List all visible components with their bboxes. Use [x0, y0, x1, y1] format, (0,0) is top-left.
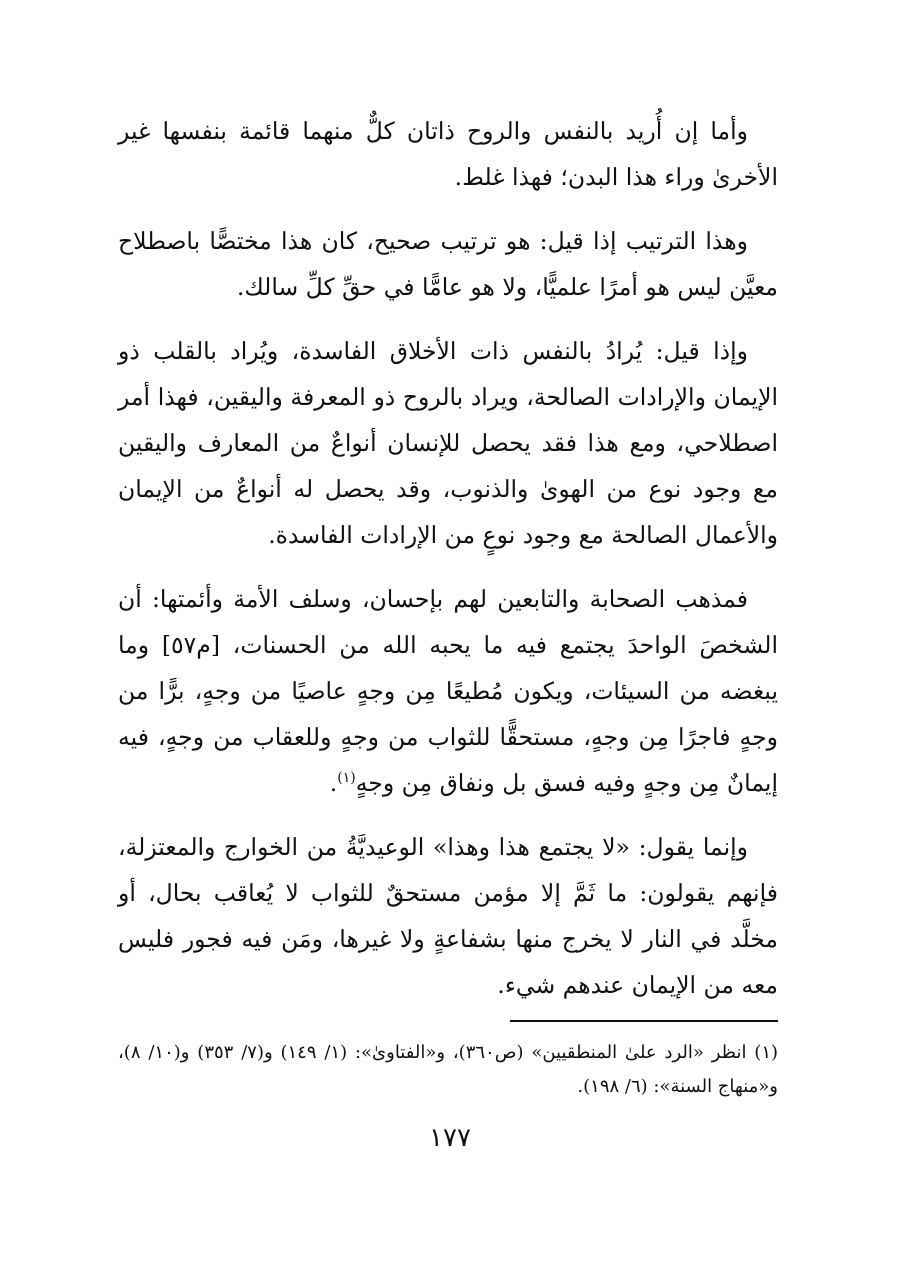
paragraph-3: وإذا قيل: يُرادُ بالنفس ذات الأخلاق الفاسدة، ويُراد بالقلب ذو الإيمان والإرادات الصالحة، ويراد بالروح ذو المعرفة واليقين، فهذا أمر اصطلاحي، ومع هذا فقد يحصل للإنسان أنواعٌ من المعارف واليقين مع وجود نوع من الهوىٰ والذنوب، وقد يحصل له أنواعٌ من الإيمان والأعمال الصالحة مع وجود نوعٍ من الإرادات الفاسدة. [118, 337, 778, 549]
footnotes [118, 1036, 778, 1104]
paragraph-5: وإنما يقول: «لا يجتمع هذا وهذا» الوعيديَّةُ من الخوارج والمعتزلة، فإنهم يقولون: ما ثَمَّ إلا مؤمن مستحقٌ للثواب لا يُعاقب بحال، أو مخلَّد في النار لا يخرج منها بشفاعةٍ ولا غيرها، ومَن فيه فجور فليس معه من الإيمان عندهم شيء. [118, 833, 778, 999]
footnote-reference: (١) [337, 770, 356, 787]
main-text [118, 108, 778, 1026]
footnote-1: (١) انظر «الرد علىٰ المنطقيين» (ص٣٦٠)، و«الفتاوىٰ»: (١/ ١٤٩) و(٧/ ٣٥٣) و(١٠/ ٨)، و«منهاج السنة»: (٦/ ١٩٨). [118, 1042, 779, 1097]
page-number: ١٧٧ [429, 1123, 471, 1153]
footnote-separator [510, 1020, 778, 1022]
paragraph-4-end: . [329, 769, 338, 797]
paragraph-4-text: فمذهب الصحابة والتابعين لهم بإحسان، وسلف الأمة وأئمتها: أن الشخصَ الواحدَ يجتمع فيه ما يحبه الله من الحسنات، [م٥٧] وما يبغضه من السيئات، ويكون مُطيعًا مِن وجهٍ عاصيًا من وجهٍ، برًّا من وجهٍ فاجرًا مِن وجهٍ، مستحقًّا للثواب من وجهٍ وللعقاب من وجهٍ، فيه إيمانٌ مِن وجهٍ وفيه فسق بل ونفاق مِن وجهٍ [118, 585, 778, 797]
paragraph-2: وهذا الترتيب إذا قيل: هو ترتيب صحيح، كان هذا مختصًّا باصطلاح معيَّن ليس هو أمرًا علميًّا، ولا هو عامًّا في حقِّ كلِّ سالك. [118, 227, 778, 301]
paragraph-4 [118, 576, 778, 806]
paragraph-1: وأما إن أُريد بالنفس والروح ذاتان كلٌّ منهما قائمة بنفسها غير الأخرىٰ وراء هذا البدن؛ فهذا غلط. [118, 117, 778, 191]
